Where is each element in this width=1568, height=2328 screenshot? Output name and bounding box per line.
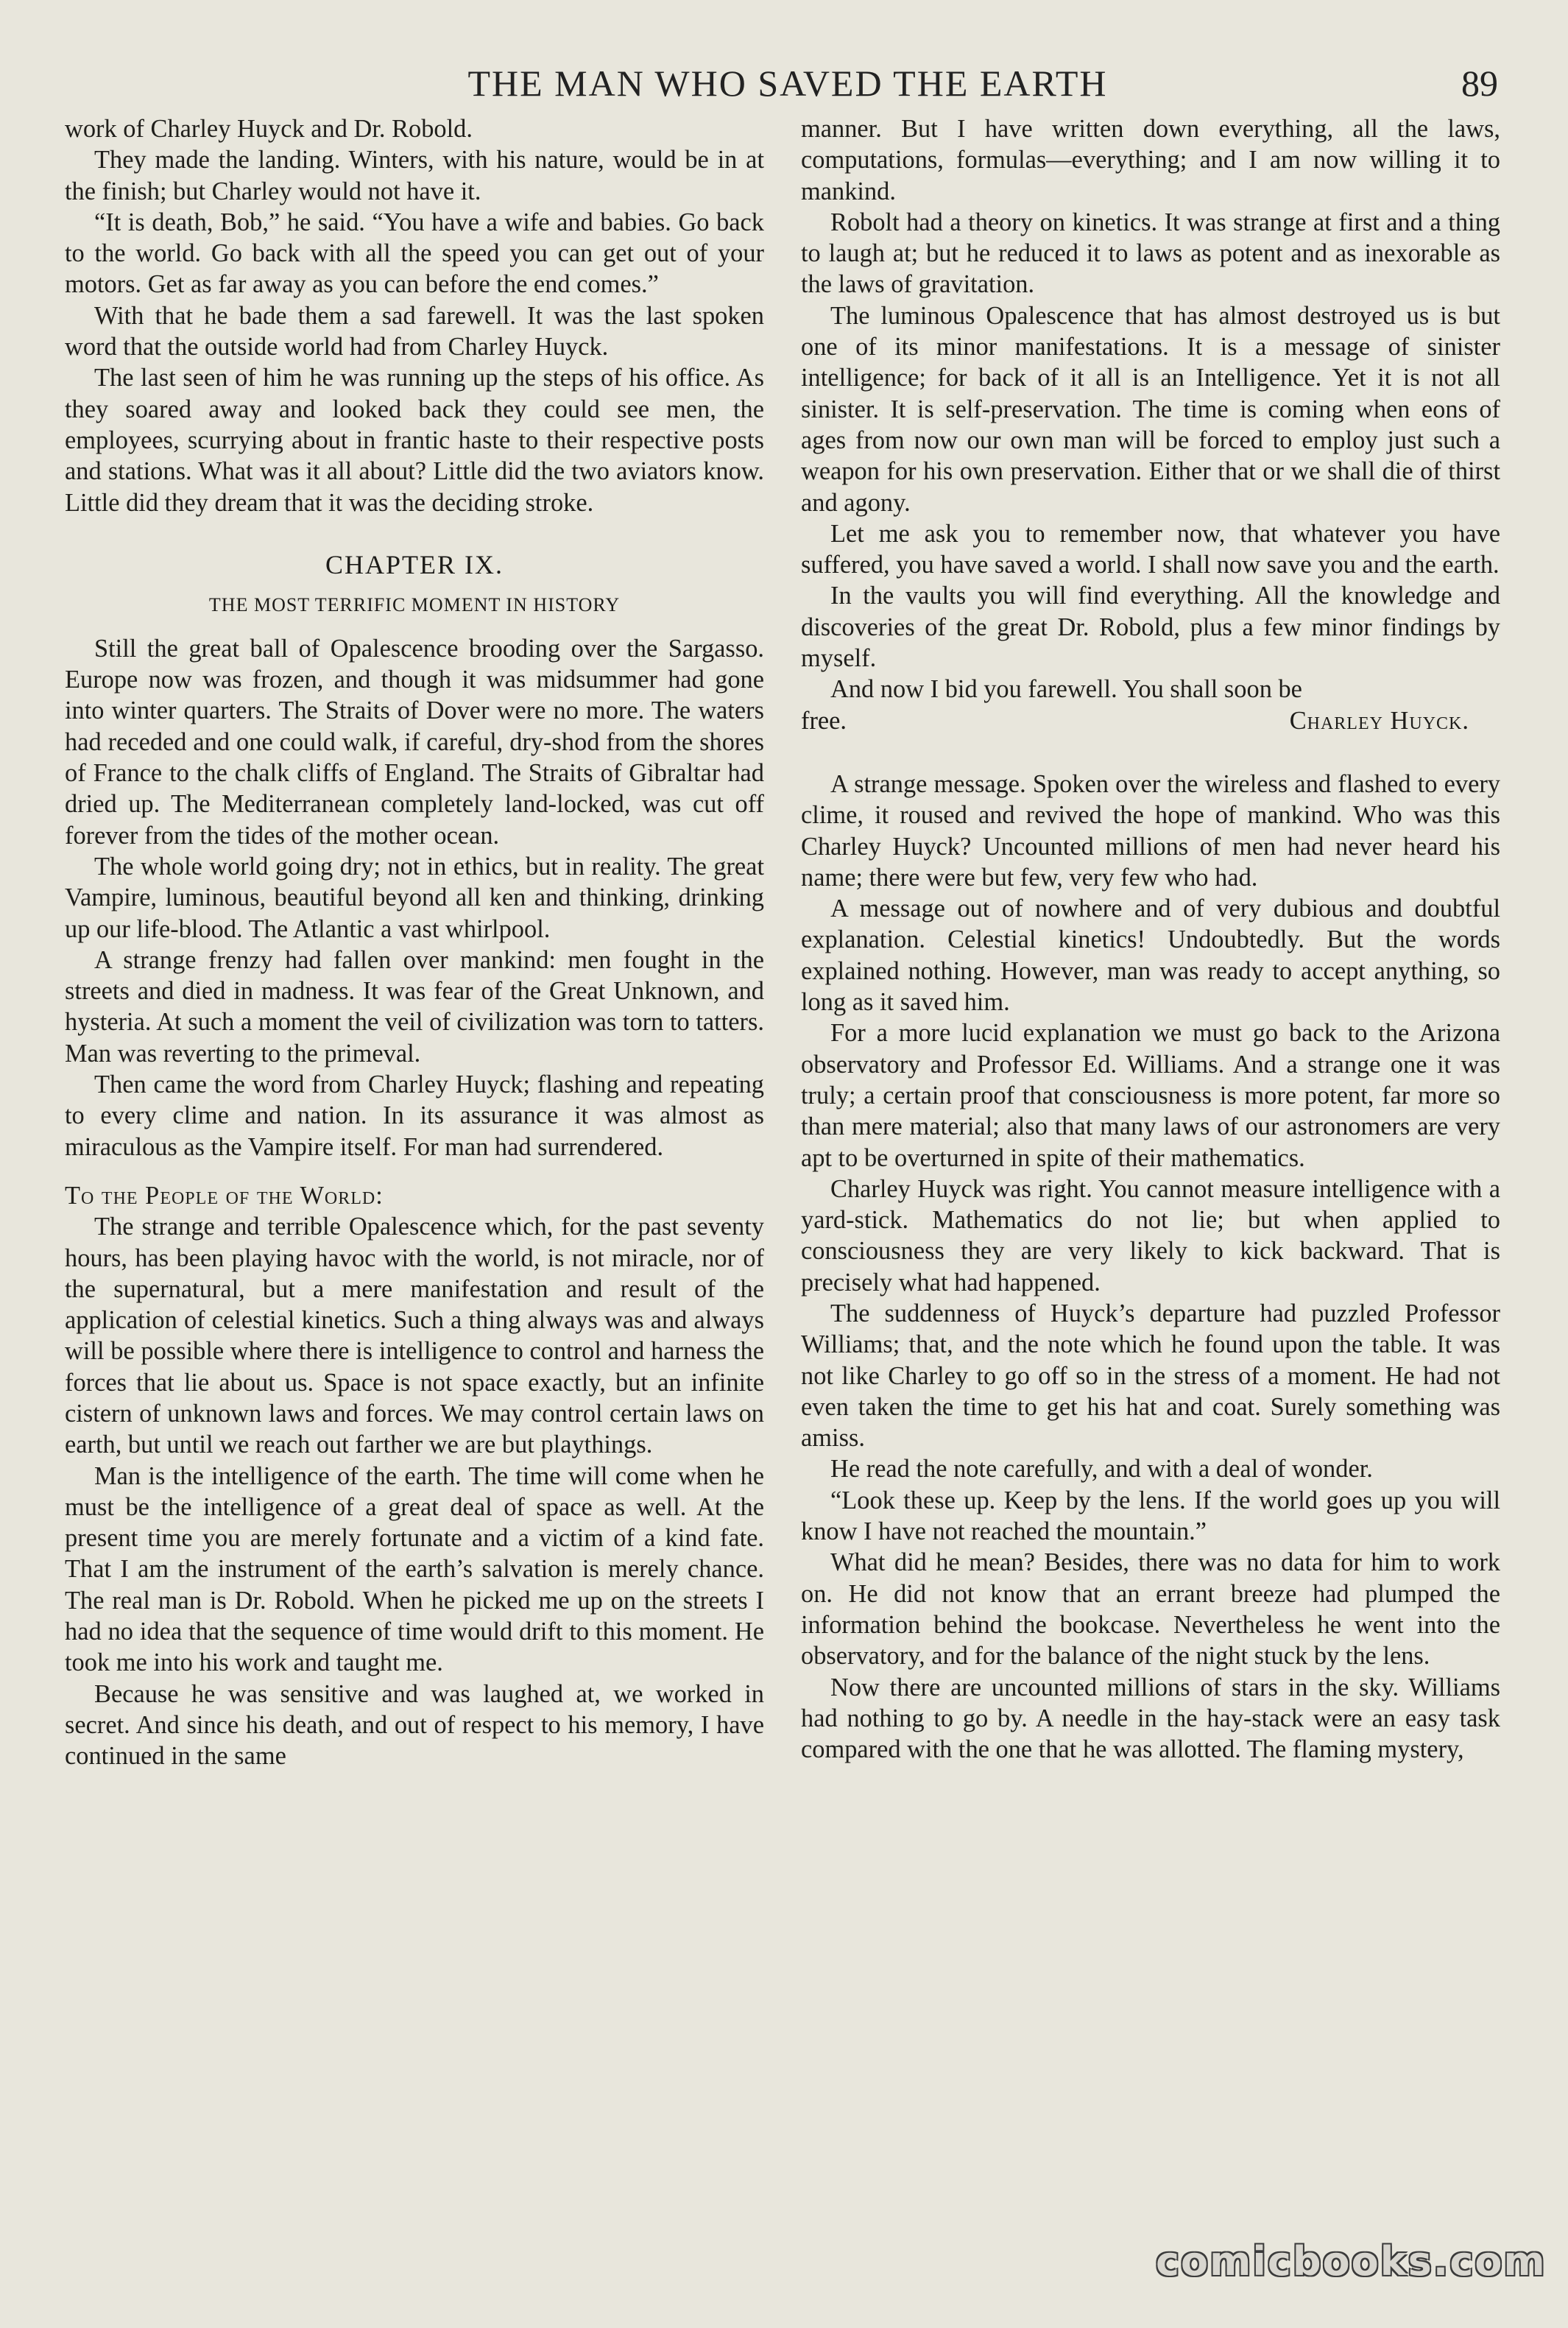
paragraph: With that he bade them a sad farewell. It was the last spoken word that the outside world had from Charley Huyck. bbox=[65, 301, 764, 361]
paragraph: He read the note carefully, and with a deal of wonder. bbox=[830, 1455, 1373, 1484]
chapter-title: CHAPTER IX. bbox=[325, 549, 504, 579]
paragraph: Now there are uncounted millions of stars in the sky. Williams had nothing to go by. A needle in the hay-stack were an easy task compared with the one that he was allotted. The flaming mystery, bbox=[801, 1673, 1500, 1764]
closing-word: free. bbox=[801, 706, 847, 735]
paragraph: A message out of nowhere and of very dubious and doubtful explanation. Celestial kinetics! Undoubtedly. But the words explained nothing. However, man was ready to accept anything, so long as it saved him. bbox=[801, 895, 1500, 1017]
paragraph: In the vaults you will find everything. All the knowledge and discoveries of the great Dr. Robold, plus a few minor findings by myself. bbox=[801, 582, 1500, 673]
running-title: THE MAN WHO SAVED THE EARTH bbox=[467, 63, 1108, 104]
paragraph: Robolt had a theory on kinetics. It was strange at first and a thing to laugh at; but he reduced it to laws as potent and as inexorable as the laws of gravitation. bbox=[801, 208, 1500, 299]
paragraph: Man is the intelligence of the earth. The time will come when he must be the intelligence of a great deal of space as well. At the present time you are merely fortunate and a victim of a kind fate. That I am the instrument of the earth’s salvation is merely chance. The real man is Dr. Robold. When he picked me up on the streets I had no idea that the sequence of time would drift to this moment. He took me into his work and taught me. bbox=[65, 1461, 764, 1677]
paragraph: Then came the word from Charley Huyck; flashing and repeating to every clime and nation. In its assurance it was almost as miraculous as the Vampire itself. For man had surrendered. bbox=[65, 1070, 764, 1161]
watermark: comicbooks.com bbox=[1156, 2238, 1547, 2285]
paragraph: They made the landing. Winters, with his nature, would be in at the finish; but Charley would not have it. bbox=[65, 146, 764, 205]
paragraph: manner. But I have written down everything, all the laws, computations, formulas—everything; and I am now willing it to mankind. bbox=[801, 115, 1500, 205]
paragraph: Let me ask you to remember now, that whatever you have suffered, you have saved a world. I shall now save you and the earth. bbox=[801, 519, 1500, 579]
left-column bbox=[65, 113, 764, 1772]
paragraph: Charley Huyck was right. You cannot measure intelligence with a yard-stick. Mathematics do not lie; but when applied to consciousness they are very likely to kick backward. That is precisely what had happened. bbox=[801, 1174, 1500, 1297]
paragraph: The last seen of him he was running up the steps of his office. As they soared away and looked back they could see men, the employees, scurrying about in frantic haste to their respective posts and stations. What was it all about? Little did the two aviators know. Little did they dream that it was the deciding stroke. bbox=[65, 364, 764, 517]
paragraph: A strange frenzy had fallen over mankind: men fought in the streets and died in madness. It was fear of the Great Unknown, and hysteria. At such a moment the veil of civilization was torn to tatters. Man was reverting to the primeval. bbox=[65, 945, 764, 1068]
chapter-subtitle: THE MOST TERRIFIC MOMENT IN HISTORY bbox=[208, 593, 621, 615]
closing-line bbox=[801, 705, 1500, 736]
letter-salutation: To the People of the World: bbox=[65, 1181, 384, 1210]
paragraph: The strange and terrible Opalescence which, for the past seventy hours, has been playing havoc with the world, is not miracle, nor of the supernatural, but a mere manifestation and result of the application of celestial kinetics. Such a thing always was and always will be possible where there is intelligence to control and harness the forces that lie about us. Space is not space exactly, but an infinite cistern of unknown laws and forces. We may control certain laws on earth, but until we reach out farther we are but playthings. bbox=[65, 1213, 764, 1459]
page-number: 89 bbox=[1461, 63, 1498, 104]
paragraph: What did he mean? Besides, there was no data for him to work on. He did not know that an errant breeze had plumped the information behind the bookcase. Nevertheless he went into the observatory, and for the balance of the night stuck by the lens. bbox=[801, 1548, 1500, 1671]
paragraph: The luminous Opalescence that has almost destroyed us is but one of its minor manifestations. It is a message of sinister intelligence; for back of it all is an Intelligence. Yet it is not all sinister. It is self-preservation. The time is coming when eons of ages from now our own man will be forced to employ just such a weapon for his own preservation. Either that or we shall die of thirst and agony. bbox=[801, 301, 1500, 517]
paragraph: A strange message. Spoken over the wireless and flashed to every clime, it roused and revived the hope of mankind. Who was this Charley Huyck? Uncounted millions of men had never heard his name; there were but few, very few who had. bbox=[801, 769, 1500, 892]
paragraph: The whole world going dry; not in ethics, but in reality. The great Vampire, luminous, beautiful beyond all ken and thinking, drinking up our life-blood. The Atlantic a vast whirlpool. bbox=[65, 852, 764, 943]
letter-signature: Charley Huyck. bbox=[1289, 706, 1469, 735]
paragraph: work of Charley Huyck and Dr. Robold. bbox=[65, 115, 473, 143]
paragraph: The suddenness of Huyck’s departure had puzzled Professor Williams; that, and the note which he found upon the table. It was not like Charley to go off so in the stress of a moment. He had not even taken the time to get his hat and coat. Surely something was amiss. bbox=[801, 1299, 1500, 1453]
paragraph: And now I bid you farewell. You shall soon be bbox=[830, 675, 1302, 704]
paragraph: For a more lucid explanation we must go back to the Arizona observatory and Professor Ed. Williams. And a strange one it was truly; a certain proof that consciousness is more potent, far more so than mere material; also that many laws of our astronomers are very apt to be overturned in spite of their mathematics. bbox=[801, 1019, 1500, 1172]
paragraph: “It is death, Bob,” he said. “You have a wife and babies. Go back to the world. Go back with all the speed you can get out of your motors. Get as far away as you can before the end comes.” bbox=[65, 208, 764, 299]
paragraph: Because he was sensitive and was laughed at, we worked in secret. And since his death, and out of respect to his memory, I have continued in the same bbox=[65, 1679, 764, 1771]
paragraph: “Look these up. Keep by the lens. If the world goes up you will know I have not reached the mountain.” bbox=[801, 1486, 1500, 1546]
right-column bbox=[801, 113, 1500, 1765]
paragraph: Still the great ball of Opalescence brooding over the Sargasso. Europe now was frozen, and though it was midsummer had gone into winter quarters. The Straits of Dover were no more. The waters had receded and one could walk, if careful, dry-shod from the shores of France to the chalk cliffs of England. The Straits of Gibraltar had dried up. The Mediterranean completely land-locked, was cut off forever from the tides of the mother ocean. bbox=[65, 634, 764, 850]
